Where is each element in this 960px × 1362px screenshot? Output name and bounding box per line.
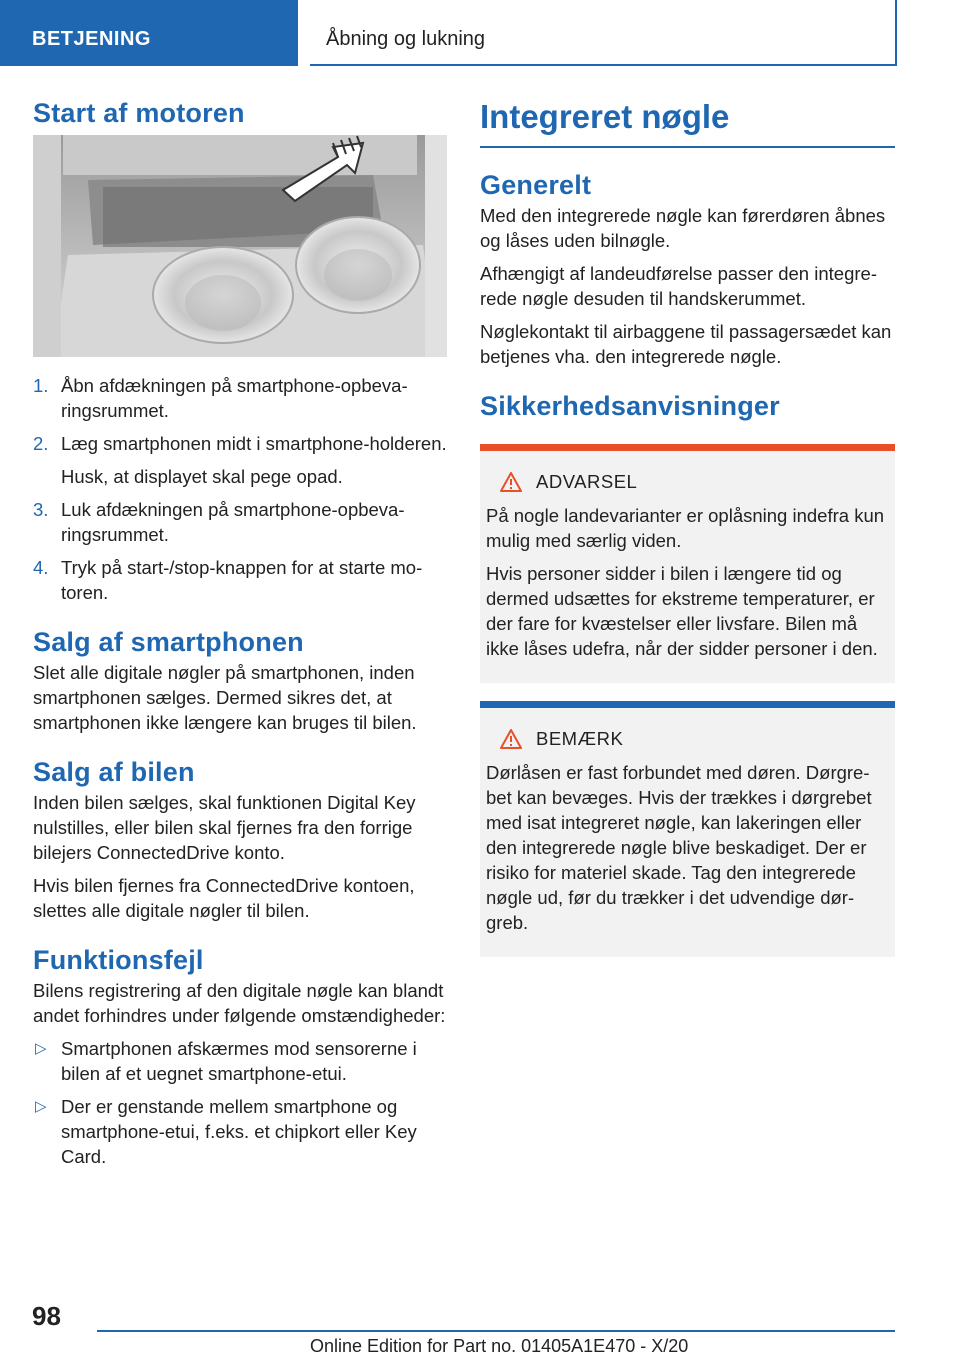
paragraph: Med den integrerede nøgle kan førerdøren åbnes og låses uden bilnøgle. xyxy=(480,205,886,251)
smartphone-compartment-figure xyxy=(33,135,447,357)
note-title xyxy=(500,728,887,750)
step-text: Læg smartphonen midt i smartphone-holderen. xyxy=(61,433,447,454)
paragraph: Dørlåsen er fast forbundet med døren. Dørgrebet kan bevæges. Hvis der trækkes i dørgrebet med isat integreret nøgle, kan lakeringen eller den integrerede nøgle blive beskadiget. Der er risiko for materiel skade. Tag den integrerede nøgle ud, før du trækker i det udvendige dørgreb. xyxy=(486,762,872,933)
bullet-triangle-icon: ▷ xyxy=(35,1040,47,1057)
step-number: 3. xyxy=(33,499,49,520)
footer-edition: Online Edition for Part no. 01405A1E470 - X/20 xyxy=(310,1336,689,1356)
list-item xyxy=(33,431,447,456)
step-text: Luk afdækningen på smartphone-opbevaringsrummet. xyxy=(61,499,405,545)
paragraph: Afhængigt af landeudførelse passer den integrerede nøgle desuden til handskerummet. xyxy=(480,263,877,309)
list-item xyxy=(33,1094,447,1169)
paragraph: Inden bilen sælges, skal funktionen Digital Key nulstilles, eller bilen skal fjernes fra den forrige bilejers ConnectedDrive konto. xyxy=(33,792,416,863)
header-chapter-label: Åbning og lukning xyxy=(326,28,486,50)
section-title-start: Start af motoren xyxy=(33,98,245,128)
section-title-general: Generelt xyxy=(480,170,592,200)
section-title-sale-car: Salg af bilen xyxy=(33,757,195,787)
bullet-text: Smartphonen afskærmes mod sensorerne i bilen af et uegnet smartphone-etui. xyxy=(61,1038,417,1084)
page-number: 98 xyxy=(32,1301,61,1331)
list-item xyxy=(33,497,447,547)
start-steps-list-cont xyxy=(33,497,447,605)
header-chapter xyxy=(310,0,897,66)
section-general xyxy=(480,170,895,369)
bullet-triangle-icon: ▷ xyxy=(35,1098,47,1115)
section-sale-car xyxy=(33,757,447,923)
header-section-label: BETJENING xyxy=(32,28,151,50)
warning-label: ADVARSEL xyxy=(536,471,638,492)
section-sale-phone xyxy=(33,627,447,735)
caution-triangle-icon xyxy=(500,729,522,749)
paragraph: Slet alle digitale nøgler på smartphonen, inden smartphonen sælges. Dermed sikres det, at smartphonen ikke længere kan bruges til bilen. xyxy=(33,662,417,733)
warning-triangle-icon xyxy=(500,472,522,492)
note-label: BEMÆRK xyxy=(536,728,624,749)
step-text: Tryk på start-/stop-knappen for at starte motoren. xyxy=(61,557,423,603)
header-section-tab xyxy=(0,0,298,66)
footer-divider xyxy=(97,1330,895,1332)
left-column xyxy=(33,98,447,1183)
faults-bullet-list xyxy=(33,1036,447,1169)
section-safety xyxy=(480,391,895,957)
step-number: 4. xyxy=(33,557,49,578)
paragraph: Bilens registrering af den digitale nøgle kan blandt andet forhindres under følgende omstændigheder: xyxy=(33,980,446,1026)
section-title-safety: Sikkerhedsanvisninger xyxy=(480,391,780,421)
step-number: 1. xyxy=(33,375,49,396)
note-box xyxy=(480,701,895,957)
paragraph: På nogle landevarianter er oplåsning indefra kun mulig med særlig viden. xyxy=(486,505,885,551)
step-text: Åbn afdækningen på smartphone-opbevaringsrummet. xyxy=(61,375,408,421)
step-number: 2. xyxy=(33,433,49,454)
section-title-faults: Funktionsfejl xyxy=(33,945,204,975)
paragraph: Nøglekontakt til airbaggene til passagersædet kan betjenes vha. den integrerede nøgle. xyxy=(480,321,892,367)
start-steps-list xyxy=(33,373,447,456)
warning-title xyxy=(500,471,887,493)
step-note: Husk, at displayet skal pege opad. xyxy=(61,466,343,487)
section-faults xyxy=(33,945,447,1169)
warning-box xyxy=(480,444,895,683)
list-item xyxy=(33,373,447,423)
bullet-text: Der er genstande mellem smartphone og smartphone-etui, f.eks. et chipkort eller Key Card. xyxy=(61,1096,417,1167)
right-column xyxy=(480,98,895,957)
chapter-title: Integreret nøgle xyxy=(480,98,895,148)
list-item xyxy=(33,1036,447,1086)
section-title-sale-phone: Salg af smartphonen xyxy=(33,627,304,657)
paragraph: Hvis bilen fjernes fra ConnectedDrive kontoen, slettes alle digitale nøgler til bilen. xyxy=(33,875,415,921)
list-item xyxy=(33,555,447,605)
paragraph: Hvis personer sidder i bilen i længere tid og dermed udsættes for ekstreme temperaturer, er der fare for kvæstelser eller livsfare. Bilen må ikke låses udefra, når der sidder personer i den. xyxy=(486,563,878,659)
